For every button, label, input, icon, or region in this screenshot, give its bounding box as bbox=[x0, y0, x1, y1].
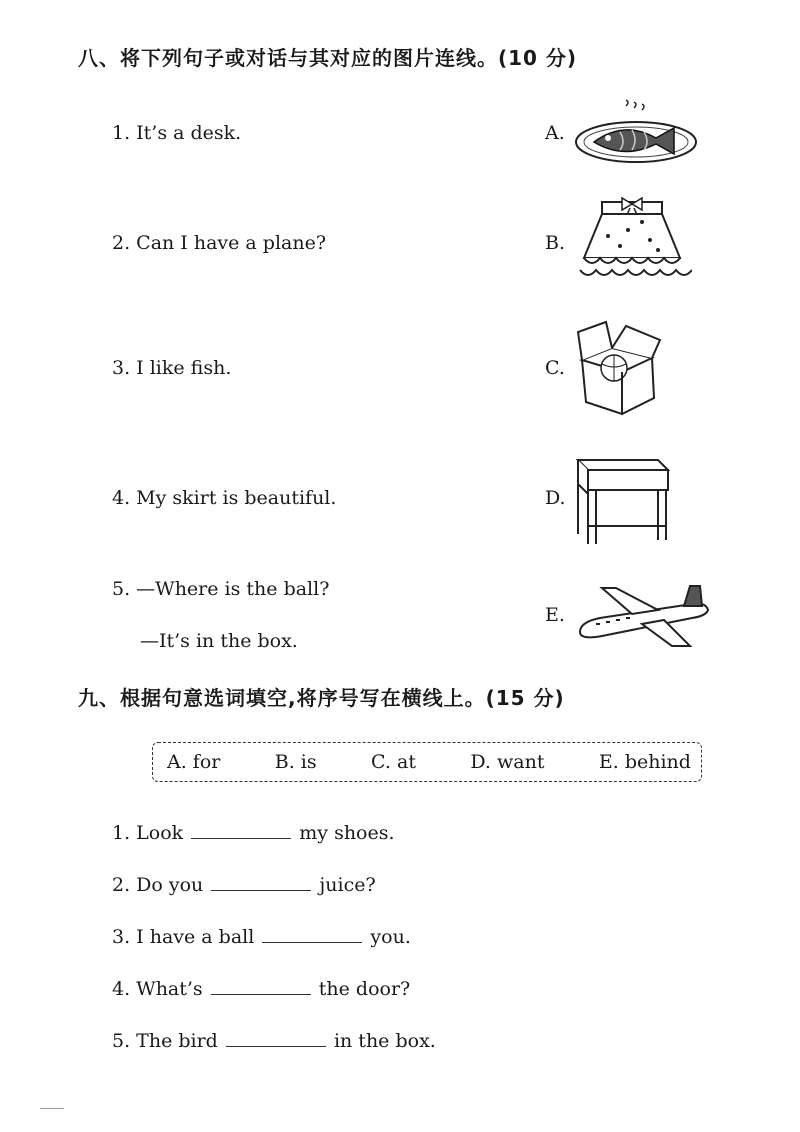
word-option-b: B. is bbox=[274, 751, 317, 773]
fill-item-4-before: 4. What’s bbox=[112, 978, 203, 1000]
option-b-label: B. bbox=[545, 232, 566, 254]
word-option-a: A. for bbox=[167, 751, 221, 773]
fill-item-2-before: 2. Do you bbox=[112, 874, 204, 896]
answer-blank-3[interactable] bbox=[262, 924, 362, 943]
option-e-label: E. bbox=[545, 604, 565, 626]
section-9-title: 九、根据句意选词填空,将序号写在横线上。(15 分) bbox=[78, 686, 565, 710]
word-option-d: D. want bbox=[470, 751, 545, 773]
fill-item-5-before: 5. The bird bbox=[112, 1030, 218, 1052]
box-with-ball-image bbox=[572, 318, 667, 418]
fill-item-1-before: 1. Look bbox=[112, 822, 184, 844]
fill-item-3-after: you. bbox=[370, 926, 411, 948]
matching-sentence-4: 4. My skirt is beautiful. bbox=[112, 487, 337, 509]
page-corner-mark bbox=[40, 1108, 64, 1109]
matching-sentence-3: 3. I like fish. bbox=[112, 357, 232, 379]
fill-item-5-after: in the box. bbox=[333, 1030, 436, 1052]
option-a-label: A. bbox=[545, 122, 565, 144]
section-8-title: 八、将下列句子或对话与其对应的图片连线。(10 分) bbox=[78, 46, 578, 70]
answer-blank-4[interactable] bbox=[211, 976, 311, 995]
matching-sentence-1: 1. It’s a desk. bbox=[112, 122, 242, 144]
answer-blank-5[interactable] bbox=[226, 1028, 326, 1047]
matching-sentence-5: 5. —Where is the ball? bbox=[112, 578, 330, 600]
skirt-image bbox=[572, 196, 692, 291]
answer-blank-2[interactable] bbox=[211, 872, 311, 891]
desk-image bbox=[572, 448, 672, 548]
word-option-e: E. behind bbox=[598, 751, 691, 773]
fill-item-3-before: 3. I have a ball bbox=[112, 926, 255, 948]
fill-item-4-after: the door? bbox=[318, 978, 411, 1000]
fill-item-4 bbox=[112, 976, 410, 1000]
word-bank bbox=[152, 742, 702, 782]
fill-item-2 bbox=[112, 872, 376, 896]
option-c-label: C. bbox=[545, 357, 565, 379]
fill-item-1-after: my shoes. bbox=[299, 822, 395, 844]
fill-item-3 bbox=[112, 924, 411, 948]
option-d-label: D. bbox=[545, 487, 566, 509]
word-option-c: C. at bbox=[371, 751, 416, 773]
fish-plate-image bbox=[572, 98, 702, 168]
answer-blank-1[interactable] bbox=[191, 820, 291, 839]
plane-image bbox=[572, 580, 717, 650]
fill-item-5 bbox=[112, 1028, 436, 1052]
fill-item-1 bbox=[112, 820, 395, 844]
matching-sentence-5-reply: —It’s in the box. bbox=[140, 630, 298, 652]
matching-sentence-2: 2. Can I have a plane? bbox=[112, 232, 327, 254]
fill-item-2-after: juice? bbox=[319, 874, 376, 896]
